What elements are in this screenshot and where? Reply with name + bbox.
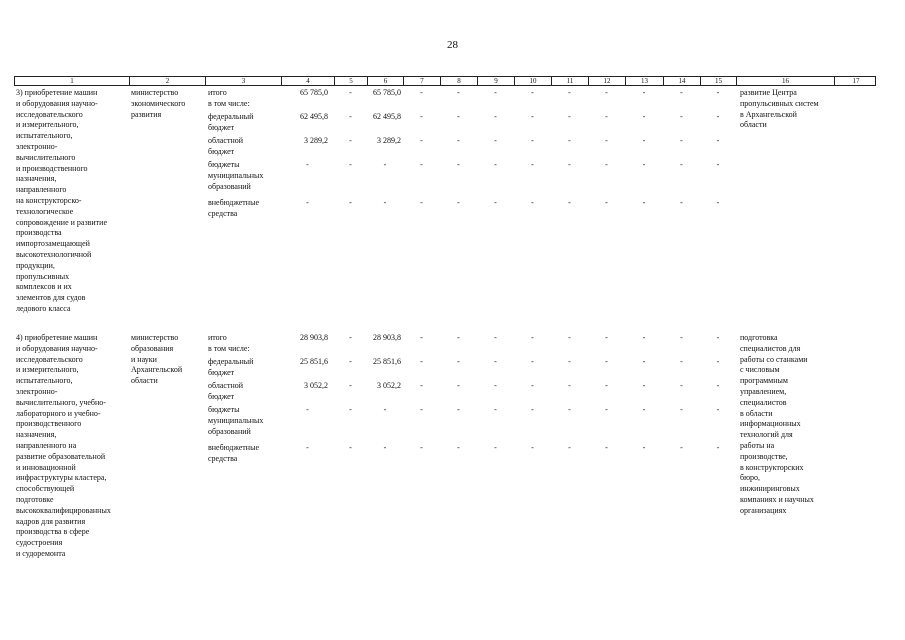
period-amount: - (680, 333, 683, 342)
period-amount: - (568, 381, 571, 390)
period-amount: - (642, 381, 646, 390)
col5-amount: - (349, 136, 352, 145)
col6-amount: 65 785,0 (373, 88, 401, 97)
period-amount: - (680, 443, 683, 452)
period-amount: - (716, 405, 720, 414)
total-amount: - (306, 443, 309, 452)
funding-source: внебюджетные средства (208, 198, 259, 218)
period-amount: - (716, 381, 720, 390)
col6-amount: 62 495,8 (373, 112, 401, 121)
col6-amount: - (383, 405, 387, 414)
col6-amount: 25 851,6 (373, 357, 401, 366)
column-number-17: 17 (852, 77, 860, 85)
period-amount: - (716, 443, 720, 452)
period-amount: - (420, 88, 423, 97)
period-amount: - (605, 405, 608, 414)
period-amount: - (494, 88, 497, 97)
col6-amount: - (383, 160, 387, 169)
period-amount: - (420, 333, 423, 342)
period-amount: - (531, 88, 534, 97)
expected-result: подготовка специалистов для работы со станками с числовым программным управлением, специалистов в области информационных технологий для работы на производстве, в конструкторских бюро, инжиниринговых компаниях и научных организациях (740, 333, 814, 515)
period-amount: - (420, 198, 423, 207)
period-amount: - (568, 198, 571, 207)
total-amount: - (306, 160, 309, 169)
period-amount: - (531, 381, 534, 390)
period-amount: - (420, 405, 423, 414)
total-amount: 65 785,0 (300, 88, 328, 97)
period-amount: - (531, 136, 534, 145)
activity-name: 3) приобретение машин и оборудования научно- исследовательского и измерительного, испытательного, электронно- вычислительного и производственного назначения, направленного на конструкторско- технологическое сопровождение и развитие производства импортозамещающей высокотехнологичной продукции, пропульсивных комплексов и их элементов для судов ледового класса (16, 88, 107, 313)
period-amount: - (494, 357, 497, 366)
column-number-13: 13 (626, 77, 664, 85)
column-number-11: 11 (552, 77, 589, 85)
period-amount: - (531, 443, 534, 452)
column-number-4: 4 (282, 77, 335, 85)
column-number-12: 12 (589, 77, 626, 85)
period-amount: - (568, 333, 571, 342)
period-amount: - (642, 112, 646, 121)
period-amount: - (568, 443, 571, 452)
period-amount: - (642, 198, 646, 207)
period-amount: - (494, 333, 497, 342)
period-amount: - (457, 88, 460, 97)
period-amount: - (605, 198, 608, 207)
period-amount: - (494, 381, 497, 390)
period-amount: - (457, 112, 460, 121)
period-amount: - (642, 443, 646, 452)
executor: министерство образования и науки Архангельской области (131, 333, 183, 386)
period-amount: - (680, 381, 683, 390)
period-amount: - (531, 160, 534, 169)
period-amount: - (716, 160, 720, 169)
period-amount: - (457, 198, 460, 207)
period-amount: - (457, 405, 460, 414)
period-amount: - (568, 357, 571, 366)
expected-result: развитие Центра пропульсивных систем в Архангельской области (740, 88, 819, 130)
period-amount: - (680, 136, 683, 145)
funding-source: бюджеты муниципальных образований (208, 160, 264, 191)
col6-amount: 3 289,2 (377, 136, 401, 145)
column-number-7: 7 (404, 77, 441, 85)
period-amount: - (420, 443, 423, 452)
period-amount: - (642, 333, 646, 342)
period-amount: - (680, 198, 683, 207)
column-number-row (14, 76, 876, 86)
period-amount: - (568, 160, 571, 169)
period-amount: - (680, 405, 683, 414)
period-amount: - (605, 381, 608, 390)
period-amount: - (605, 333, 608, 342)
period-amount: - (420, 160, 423, 169)
period-amount: - (568, 88, 571, 97)
period-amount: - (494, 443, 497, 452)
period-amount: - (716, 357, 720, 366)
col6-amount: - (383, 198, 387, 207)
col6-amount: - (383, 443, 387, 452)
period-amount: - (716, 112, 720, 121)
period-amount: - (420, 112, 423, 121)
column-number-6: 6 (368, 77, 404, 85)
funding-source: областной бюджет (208, 381, 244, 401)
column-number-3: 3 (206, 77, 282, 85)
period-amount: - (531, 333, 534, 342)
executor: министерство экономического развития (131, 88, 186, 119)
period-amount: - (531, 198, 534, 207)
funding-source: федеральный бюджет (208, 112, 254, 132)
column-number-14: 14 (664, 77, 701, 85)
period-amount: - (494, 198, 497, 207)
period-amount: - (680, 357, 683, 366)
col5-amount: - (349, 333, 352, 342)
period-amount: - (605, 357, 608, 366)
period-amount: - (642, 136, 646, 145)
period-amount: - (457, 160, 460, 169)
period-amount: - (457, 381, 460, 390)
column-number-16: 16 (737, 77, 835, 85)
period-amount: - (680, 112, 683, 121)
period-amount: - (420, 136, 423, 145)
col6-amount: 3 052,2 (377, 381, 401, 390)
period-amount: - (605, 88, 608, 97)
period-amount: - (605, 443, 608, 452)
activity-name: 4) приобретение машин и оборудования научно- исследовательского и измерительного, испытательного, электронно- вычислительного, учебно- лабораторного и учебно- производственного назначения, направленного на развитие образовательной и инновационной инфраструктуры кластера, способствующей подготовке высококвалифицированных кадров для развития производства в сфере судостроения и судоремонта (16, 333, 111, 558)
period-amount: - (494, 405, 497, 414)
column-number-2: 2 (130, 77, 206, 85)
period-amount: - (494, 136, 497, 145)
period-amount: - (531, 405, 534, 414)
period-amount: - (531, 357, 534, 366)
funding-source: бюджеты муниципальных образований (208, 405, 264, 436)
period-amount: - (568, 136, 571, 145)
page-number: 28 (447, 39, 458, 51)
period-amount: - (420, 357, 423, 366)
period-amount: - (568, 405, 571, 414)
col5-amount: - (349, 198, 352, 207)
period-amount: - (642, 88, 646, 97)
period-amount: - (716, 136, 720, 145)
period-amount: - (642, 405, 646, 414)
period-amount: - (494, 160, 497, 169)
col5-amount: - (349, 443, 352, 452)
total-amount: - (306, 198, 309, 207)
period-amount: - (531, 112, 534, 121)
total-amount: 3 289,2 (304, 136, 328, 145)
total-amount: - (306, 405, 309, 414)
period-amount: - (716, 198, 720, 207)
total-amount: 28 903,8 (300, 333, 328, 342)
period-amount: - (494, 112, 497, 121)
period-amount: - (642, 160, 646, 169)
period-amount: - (680, 160, 683, 169)
col5-amount: - (349, 88, 352, 97)
period-amount: - (457, 136, 460, 145)
period-amount: - (605, 112, 608, 121)
period-amount: - (420, 381, 423, 390)
col5-amount: - (349, 357, 352, 366)
period-amount: - (716, 333, 720, 342)
col5-amount: - (349, 405, 352, 414)
column-number-5: 5 (335, 77, 368, 85)
total-amount: 62 495,8 (300, 112, 328, 121)
period-amount: - (680, 88, 683, 97)
funding-source: внебюджетные средства (208, 443, 259, 463)
column-number-1: 1 (15, 77, 130, 85)
column-number-9: 9 (478, 77, 515, 85)
funding-source: федеральный бюджет (208, 357, 254, 377)
col6-amount: 28 903,8 (373, 333, 401, 342)
total-amount: 25 851,6 (300, 357, 328, 366)
period-amount: - (605, 160, 608, 169)
col5-amount: - (349, 160, 352, 169)
column-number-8: 8 (441, 77, 478, 85)
period-amount: - (716, 88, 720, 97)
col5-amount: - (349, 112, 352, 121)
period-amount: - (457, 443, 460, 452)
period-amount: - (457, 357, 460, 366)
column-number-15: 15 (701, 77, 737, 85)
total-amount: 3 052,2 (304, 381, 328, 390)
period-amount: - (457, 333, 460, 342)
period-amount: - (568, 112, 571, 121)
period-amount: - (605, 136, 608, 145)
column-number-10: 10 (515, 77, 552, 85)
period-amount: - (642, 357, 646, 366)
funding-source: итого в том числе: (208, 88, 250, 108)
col5-amount: - (349, 381, 352, 390)
funding-source: итого в том числе: (208, 333, 250, 353)
funding-source: областной бюджет (208, 136, 244, 156)
